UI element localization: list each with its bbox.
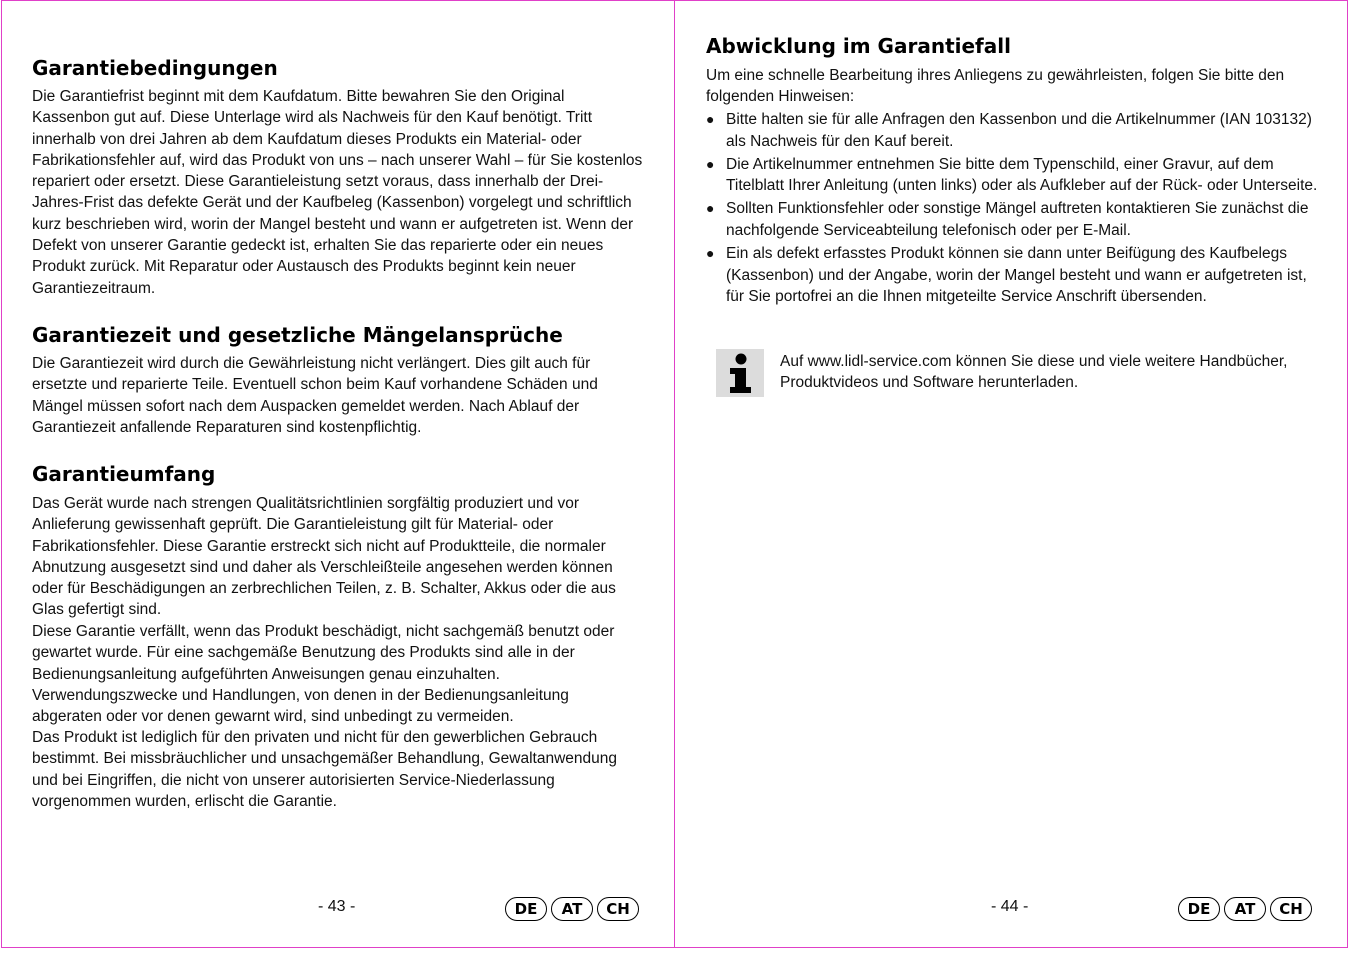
info-text: Auf www.lidl-service.com können Sie diese und viele weitere Handbücher, Produktvideos und Software herunterladen. [780,353,1288,392]
list-item [706,154,1318,198]
section-paragraph: Das Produkt ist lediglich für den privaten und nicht für den gewerblichen Gebrauch bestimmt. Bei missbräuchlicher und unsachgemäßer Behandlung, Gewaltanwendung und bei Eingriffen, die nicht von unserer autorisierten Service-Niederlassung vorgenommen wurden, erlischt die Garantie. [32,729,618,810]
section-heading-garantiebedingungen: Garantiebedingungen [32,56,278,80]
section-paragraph: Die Garantiefrist beginnt mit dem Kaufdatum. Bitte bewahren Sie den Original Kassenbon gut auf. Diese Unterlage wird als Nachweis für den Kauf benötigt. Tritt innerhalb von drei Jahren ab dem Kaufdatum dieses Produkts ein Material- oder Fabrikationsfehler auf, wird das Produkt von uns – nach unserer Wahl – für Sie kostenlos repariert oder ersetzt. Diese Garantieleistung setzt voraus, dass innerhalb der Drei-Jahres-Frist das defekte Gerät und der Kaufbeleg (Kassenbon) vorgelegt und schriftlich kurz beschrieben wird, worin der Mangel besteht und wann er aufgetreten ist. Wenn der Defekt von unserer Garantie gedeckt ist, erhalten Sie das reparierte oder ein neues Produkt zurück. Mit Reparatur oder Austausch des Produkts beginnt kein neuer Garantiezeitraum. [32,88,643,297]
section-heading-abwicklung: Abwicklung im Garantiefall [706,34,1011,58]
country-badge-de: DE [1178,897,1220,921]
country-badge-de: DE [505,897,547,921]
list-item-text: Sollten Funktionsfehler oder sonstige Mängel auftreten kontaktieren Sie zunächst die nachfolgende Serviceabteilung telefonisch oder per E-Mail. [726,200,1309,239]
section-heading-garantiezeit: Garantiezeit und gesetzliche Mängelansprüche [32,323,563,347]
bullet-icon: ● [706,111,715,127]
section-paragraph: Diese Garantie verfällt, wenn das Produkt beschädigt, nicht sachgemäß benutzt oder gewartet wurde. Für eine sachgemäße Benutzung des Produkts sind alle in der Bedienungsanleitung aufgeführten Anweisungen genau einzuhalten. [32,623,615,683]
info-icon [716,349,764,397]
list-item-text: Ein als defekt erfasstes Produkt können sie dann unter Beifügung des Kaufbelegs (Kassenbon) und der Angabe, worin der Mangel besteht und wann er aufgetreten ist, für Sie portofrei an die Ihnen mitgeteilte Service Anschrift übersenden. [726,244,1307,306]
instructions-list [706,109,1318,308]
bullet-icon: ● [706,155,715,172]
section-paragraph: Das Gerät wurde nach strengen Qualitätsrichtlinien sorgfältig produziert und vor Anlieferung gewissenhaft geprüft. Die Garantieleistung gilt für Material- oder Fabrikationsfehler. Diese Garantie erstreckt sich nicht auf Produktteile, die normaler Abnutzung ausgesetzt sind und daher als Verschleißteile angesehen werden können oder für Beschädigungen an zerbrechlichen Teilen, z. B. Schalter, Akkus oder die aus Glas gefertigt sind. [32,495,616,619]
section-paragraph: Verwendungszwecke und Handlungen, von denen in der Bedienungsanleitung abgeraten oder vor denen gewarnt wird, sind unbedingt zu vermeiden. [32,687,569,726]
list-item [706,243,1318,308]
page-number: - 44 - [991,898,1029,915]
country-badges [1178,897,1312,921]
section-heading-garantieumfang: Garantieumfang [32,462,216,486]
country-badges [505,897,639,921]
list-item [706,198,1318,242]
intro-paragraph: Um eine schnelle Bearbeitung ihres Anliegens zu gewährleisten, folgen Sie bitte den folgenden Hinweisen: [706,67,1285,106]
list-item-text: Die Artikelnummer entnehmen Sie bitte dem Typenschild, einer Gravur, auf dem Titelblatt Ihrer Anleitung (unten links) oder als Aufkleber auf der Rück- oder Unterseite. [726,155,1318,195]
country-badge-ch: CH [597,897,639,921]
section-paragraph: Die Garantiezeit wird durch die Gewährleistung nicht verlängert. Dies gilt auch für ersetzte und reparierte Teile. Eventuell schon beim Kauf vorhandene Schäden und Mängel müssen sofort nach dem Auspacken gemeldet werden. Nach Ablauf der Garantiezeit anfallende Reparaturen sind kostenpflichtig. [32,355,598,436]
country-badge-ch: CH [1270,897,1312,921]
country-badge-at: AT [1224,897,1266,921]
list-item-text: Bitte halten sie für alle Anfragen den Kassenbon und die Artikelnummer (IAN 103132) als Nachweis für den Kauf bereit. [726,111,1312,150]
list-item [706,109,1318,153]
bullet-icon: ● [706,244,715,261]
country-badge-at: AT [551,897,593,921]
page-number: - 43 - [318,898,356,915]
bullet-icon: ● [706,200,715,217]
